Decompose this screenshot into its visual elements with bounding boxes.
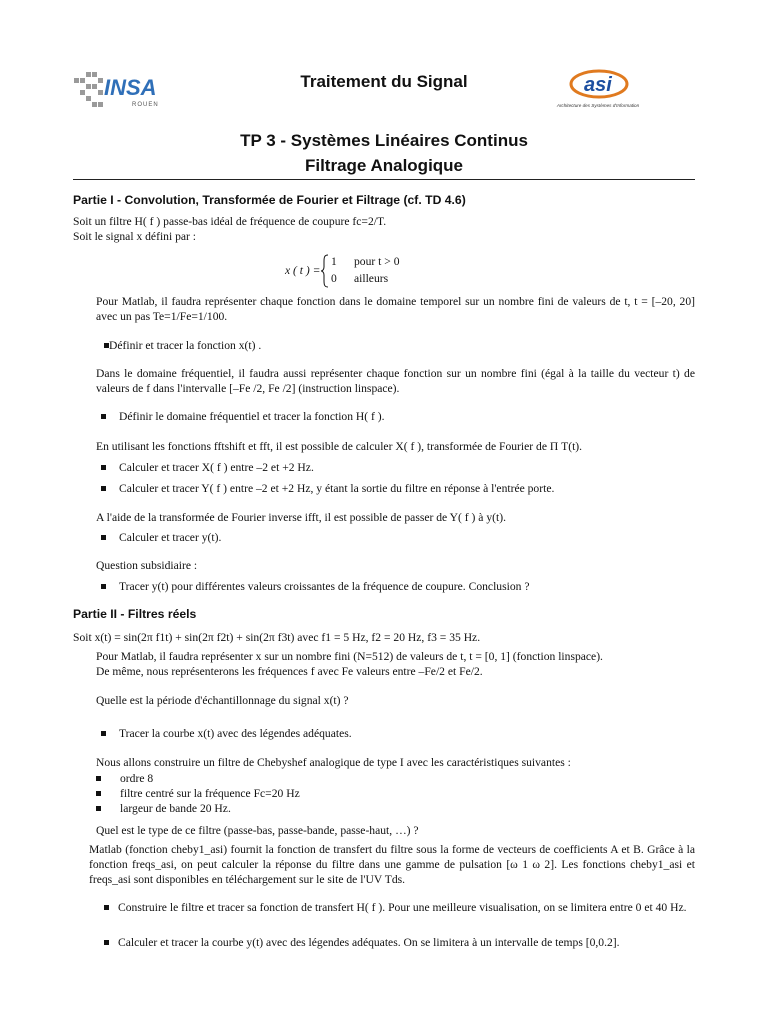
part1-bullet-3-text: Calculer et tracer X( f ) entre –2 et +2 Hz. xyxy=(119,461,314,474)
bullet-icon xyxy=(101,535,106,540)
part2-sampling-question: Quelle est la période d'échantillonnage du signal x(t) ? xyxy=(96,694,349,707)
part2-bullet-3-text: Calculer et tracer la courbe y(t) avec des légendes adéquates. On se limitera à un intervalle de temps [0,0.2]. xyxy=(118,936,620,949)
part2-bullet-1-text: Tracer la courbe x(t) avec des légendes adéquates. xyxy=(119,727,352,740)
part2-matlab-line2: De même, nous représenterons les fréquences f avec Fe valeurs entre –Fe/2 et Fe/2. xyxy=(96,665,483,678)
part1-bullet-5-text: Calculer et tracer y(t). xyxy=(119,531,222,544)
bullet-icon xyxy=(101,584,106,589)
signal-formula xyxy=(285,254,465,288)
bullet-icon xyxy=(104,940,109,945)
bullet-icon xyxy=(101,465,106,470)
formula-row1-condition: pour t > 0 xyxy=(354,255,400,268)
part2-matlab-line1: Pour Matlab, il faudra représenter x sur un nombre fini (N=512) de valeurs de t, t = [0, 1] (fonction linspace). xyxy=(96,650,603,663)
part2-spec-2-text: filtre centré sur la fréquence Fc=20 Hz xyxy=(120,787,300,800)
formula-row1-value: 1 xyxy=(331,255,337,268)
bullet-icon xyxy=(96,791,101,796)
part2-bullet-2-text: Construire le filtre et tracer sa fonction de transfert H( f ). Pour une meilleure visualisation, on se limitera entre 0 et 40 Hz. xyxy=(118,901,687,914)
bullet-icon xyxy=(101,731,106,736)
page-title-line1: TP 3 - Systèmes Linéaires Continus xyxy=(240,131,528,150)
part1-intro-line1: Soit un filtre H( f ) passe-bas idéal de fréquence de coupure fc=2/T. xyxy=(73,215,387,228)
course-title: Traitement du Signal xyxy=(300,72,468,91)
bullet-icon xyxy=(101,414,106,419)
asi-logo-graphic xyxy=(552,66,644,114)
bullet-icon xyxy=(96,776,101,781)
part1-subsidiary-label: Question subsidiaire : xyxy=(96,559,198,572)
part1-ifft-paragraph: A l'aide de la transformée de Fourier inverse ifft, il est possible de passer de Y( f ) à y(t). xyxy=(96,511,506,524)
part2-heading: Partie II - Filtres réels xyxy=(73,607,197,621)
formula-lhs: x ( t ) = xyxy=(285,264,321,277)
part2-spec-1-text: ordre 8 xyxy=(120,772,154,785)
part2-filter-type-question: Quel est le type de ce filtre (passe-bas, passe-bande, passe-haut, …) ? xyxy=(96,824,419,837)
part1-fft-paragraph: En utilisant les fonctions fftshift et fft, il est possible de calculer X( f ), transformée de Fourier de Π T(t). xyxy=(96,440,583,453)
formula-brace xyxy=(320,254,330,288)
asi-logo-subtext: Architecture des Systèmes d'Information xyxy=(556,103,640,108)
asi-logo-text: asi xyxy=(584,74,612,96)
formula-row2-value: 0 xyxy=(331,272,337,285)
insa-logo-subtext: ROUEN xyxy=(132,102,159,108)
part1-bullet-2-text: Définir le domaine fréquentiel et tracer la fonction H( f ). xyxy=(119,410,385,423)
part2-spec-3-text: largeur de bande 20 Hz. xyxy=(120,802,231,815)
part1-heading: Partie I - Convolution, Transformée de Fourier et Filtrage (cf. TD 4.6) xyxy=(73,193,466,207)
title-divider xyxy=(73,179,695,180)
page-title-line2: Filtrage Analogique xyxy=(304,156,464,175)
part1-bullet-4-text: Calculer et tracer Y( f ) entre –2 et +2 Hz, y étant la sortie du filtre en réponse à l'entrée porte. xyxy=(119,482,555,495)
part2-matlab-cheby-paragraph: Matlab (fonction cheby1_asi) fournit la fonction de transfert du filtre sous la forme de vecteurs de coefficients A et B. Grâce à la fonction freqs_asi, on peut calculer la réponse du filtre dans une gamme de pulsation [ω 1 ω 2]. Les fonctions cheby1_asi et freqs_asi sont disponibles en téléchargement sur le site de l'UV Tds. xyxy=(89,843,695,886)
bullet-icon xyxy=(104,905,109,910)
part1-bullet-6-text: Tracer y(t) pour différentes valeurs croissantes de la fréquence de coupure. Conclusion ? xyxy=(119,580,530,593)
part1-frequency-paragraph: Dans le domaine fréquentiel, il faudra aussi représenter chaque fonction sur un nombre fini (égal à la taille du vecteur t) de valeurs de f dans l'intervalle [–Fe /2, Fe /2] (instruction linspace). xyxy=(96,367,695,395)
part1-bullet-1-text: Définir et tracer la fonction x(t) . xyxy=(109,339,262,352)
bullet-icon xyxy=(96,806,101,811)
part1-matlab-paragraph: Pour Matlab, il faudra représenter chaque fonction dans le domaine temporel sur un nombre fini de valeurs de t, t = [–20, 20] avec un pas Te=1/Fe=1/100. xyxy=(96,295,695,323)
part2-signal-definition: Soit x(t) = sin(2π f1t) + sin(2π f2t) + sin(2π f3t) avec f1 = 5 Hz, f2 = 20 Hz, f3 = 35 Hz. xyxy=(73,631,481,644)
asi-logo xyxy=(552,66,644,114)
part2-chebyshev-intro: Nous allons construire un filtre de Chebyshef analogique de type I avec les caractéristiques suivantes : xyxy=(96,756,571,769)
insa-logo-text: INSA xyxy=(104,75,157,100)
bullet-icon xyxy=(101,486,106,491)
part1-intro-line2: Soit le signal x défini par : xyxy=(73,230,197,243)
formula-row2-condition: ailleurs xyxy=(354,272,389,285)
